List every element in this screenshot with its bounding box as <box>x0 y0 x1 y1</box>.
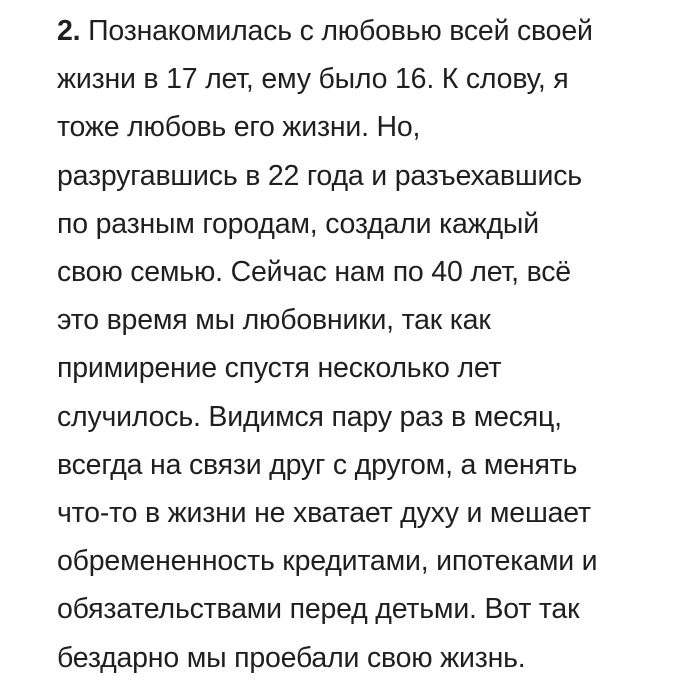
story-line-14: бездарно мы проебали свою жизнь. <box>57 641 526 674</box>
story-line-7: это время мы любовники, так как <box>57 304 491 337</box>
story-line-2: жизни в 17 лет, ему было 16. К слову, я <box>57 63 569 96</box>
story-line-4: разругавшись в 22 года и разъехавшись <box>57 159 582 192</box>
story-line-10: всегда на связи друг с другом, а менять <box>57 448 578 481</box>
story-line-5: по разным городам, создали каждый <box>57 207 539 240</box>
story-line-1 <box>57 7 677 55</box>
story-line-11: что-то в жизни не хватает духу и мешает <box>57 497 591 530</box>
story-line-text: Познакомилась с любовью всей своей <box>88 15 593 47</box>
story-line-3: тоже любовь его жизни. Но, <box>57 111 421 144</box>
story-number: 2. <box>57 15 81 47</box>
story-text-block <box>57 7 677 682</box>
story-line-9: случилось. Видимся пару раз в месяц, <box>57 400 562 433</box>
story-line-12: обремененность кредитами, ипотеками и <box>57 545 598 578</box>
story-line-13: обязательствами перед детьми. Вот так <box>57 593 580 626</box>
story-line-8: примирение спустя несколько лет <box>57 352 502 385</box>
story-line-6: свою семью. Сейчас нам по 40 лет, всё <box>57 256 571 289</box>
